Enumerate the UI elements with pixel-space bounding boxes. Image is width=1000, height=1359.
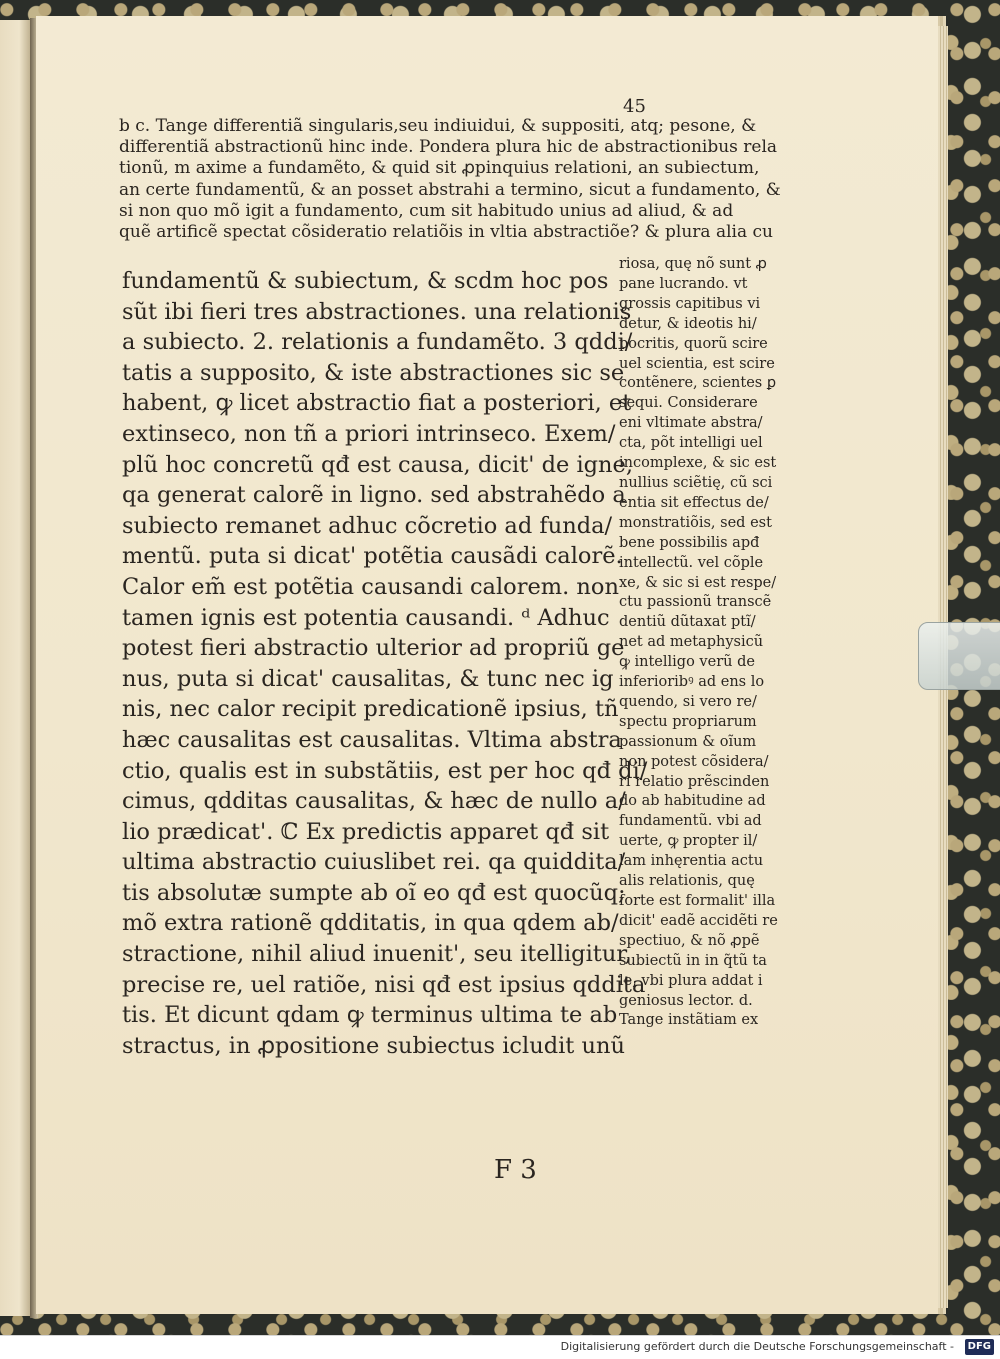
- header-line: b c. Tange differentiã singularis,seu indiuidui, & suppositi, atq; pesone, &: [119, 116, 757, 136]
- main-line: tatis a supposito, & iste abstractiones sic se: [122, 359, 625, 386]
- commentary-line: forte est formalit' illa: [619, 893, 776, 909]
- header-line: differentiã abstractionũ hinc inde. Pondera plura hic de abstractionibus rela: [119, 137, 778, 158]
- main-line: nis, nec calor recipit predicationẽ ipsius, tñ: [122, 696, 619, 723]
- main-line: plũ hoc concretũ qđ est causa, dicit' de igne,: [122, 451, 634, 478]
- commentary-line: riosa, quę nõ sunt ꝓ: [619, 256, 767, 272]
- main-line: ultima abstractio cuiuslibet rei. qa quiddita/: [122, 849, 626, 876]
- commentary-line: dicit' eadẽ accidẽti re: [619, 912, 778, 929]
- signature-mark: F 3: [494, 1155, 537, 1185]
- commentary-line: lam inhęrentia actu: [619, 853, 764, 870]
- commentary-line: ri relatio prẽscinden: [619, 773, 770, 790]
- page-clip: [918, 622, 1000, 690]
- header-line: an certe fundamentũ, & an posset abstrahi a termino, sicut a fundamento, &: [119, 179, 781, 200]
- header-line: quẽ artificẽ spectat cõsideratio relatiõis in vltia abstractiõe? & plura alia cu: [119, 222, 773, 243]
- commentary-line: grossis capitibus vi: [619, 295, 761, 312]
- commentary-line: intellectũ. vel cõple: [619, 554, 764, 571]
- commentary-line: do ab habitudine ad: [619, 793, 766, 810]
- commentary-line: ctu passionũ transcẽ: [619, 594, 772, 611]
- commentary-line: spectu propriarum: [619, 713, 757, 730]
- main-line: Calor em̃ est potẽtia causandi calorem. non: [122, 573, 619, 600]
- main-line: mentũ. puta si dicat' potẽtia causãdi calorẽ.: [122, 543, 623, 570]
- main-line: stractus, in ꝓpositione subiectus icludit unũ: [122, 1032, 625, 1059]
- commentary-line: bene possibilis apđ: [619, 534, 760, 551]
- commentary-line: Tange instãtiam ex: [619, 1012, 759, 1029]
- main-line: mõ extra rationẽ qdditatis, in qua qdem ab/: [122, 910, 619, 937]
- commentary-line: geniosus lector. d.: [619, 992, 753, 1009]
- commentary-line: uerte, ꝙ propter il/: [619, 833, 758, 850]
- header-line: tionũ, m axime a fundamẽto, & quid sit ꝓpinquius relationi, an subiectum,: [119, 158, 760, 179]
- main-line: tis absolutæ sumpte ab oĩ eo qđ est quocũq;: [122, 879, 626, 906]
- main-line: habent, ꝙ licet abstractio fiat a posteriori, et: [122, 390, 632, 417]
- commentary-line: sequi. Considerare: [619, 395, 758, 412]
- commentary-line: eni vltimate abstra/: [619, 415, 763, 432]
- commentary-line: passionum & oĩum: [619, 733, 757, 750]
- funding-credit: Digitalisierung gefördert durch die Deutsche Forschungsgemeinschaft -: [560, 1340, 954, 1353]
- commentary-line: monstratiõis, sed est: [619, 514, 772, 531]
- commentary-line: incomplexe, & sic est: [619, 455, 777, 472]
- commentary-line: subiectũ in in q̃tũ ta: [619, 952, 767, 969]
- main-line: precise re, uel ratiõe, nisi qđ est ipsius qddita: [122, 971, 646, 998]
- main-line: potest fieri abstractio ulterior ad propriũ ge: [122, 635, 625, 662]
- main-line: hæc causalitas est causalitas. Vltima abstra: [122, 726, 622, 753]
- header-paragraph: [119, 116, 819, 243]
- commentary-line: quendo, si vero re/: [619, 693, 757, 710]
- header-line: si non quo mõ igit a fundamento, cum sit habitudo unius ad aliud, & ad: [119, 200, 734, 221]
- main-text-column: [122, 266, 648, 1061]
- main-line: a subiecto. 2. relationis a fundamẽto. 3 qddi/: [122, 329, 633, 356]
- facing-page-edge: [0, 20, 32, 1316]
- main-line: tamen ignis est potentia causandi. ᵈ Adhuc: [122, 604, 610, 631]
- main-line: tis. Et dicunt qdam ꝙ terminus ultima te ab: [122, 1002, 618, 1029]
- commentary-line: ꝙ intelligo verũ de: [619, 654, 755, 671]
- commentary-line: dentiũ dũtaxat ptĩ/: [619, 614, 756, 631]
- commentary-line: net ad metaphysicũ: [619, 634, 764, 651]
- commentary-line: entia sit effectus de/: [619, 494, 769, 511]
- commentary-line: contẽnere, scientes ꝑ: [619, 375, 777, 392]
- commentary-line: uel scientia, est scire: [619, 355, 775, 372]
- main-line: nus, puta si dicat' causalitas, & tunc nec ig: [122, 665, 614, 692]
- main-line: fundamentũ & subiectum, & scdm hoc pos: [122, 268, 609, 294]
- commentary-line: cta, põt intelligi uel: [619, 435, 763, 452]
- main-line: ctio, qualis est in substãtiis, est per hoc qđ di/: [122, 757, 648, 784]
- commentary-line: fundamentũ. vbi ad: [619, 813, 762, 830]
- commentary-line: xe, & sic si est respe/: [619, 574, 777, 591]
- main-line: qa generat calorẽ in ligno. sed abstrahẽdo a: [122, 482, 626, 509]
- dfg-logo: DFG: [965, 1339, 994, 1355]
- main-line: stractione, nihil aliud inuenit', seu itelligitur,: [122, 941, 632, 968]
- main-line: sũt ibi fieri tres abstractiones. una relationis: [122, 298, 632, 325]
- commentary-line: le, vbi plura addat i: [619, 972, 763, 989]
- commentary-line: inferioribꝰ ad ens lo: [619, 674, 765, 691]
- commentary-line: nullius sciẽtię, cũ sci: [619, 474, 773, 491]
- commentary-line: pane lucrando. vt: [619, 275, 748, 292]
- commentary-line: pocritis, quorũ scire: [619, 335, 768, 352]
- page-number: 45: [623, 96, 646, 117]
- commentary-line: non potest cõsidera/: [619, 753, 769, 770]
- footer-bar: [0, 1335, 1000, 1359]
- main-line: cimus, qdditas causalitas, & hæc de nullo a/: [122, 788, 626, 815]
- main-line: subiecto remanet adhuc cõcretio ad funda/: [122, 512, 613, 539]
- commentary-column: [619, 255, 819, 1031]
- commentary-line: spectiuo, & nõ ꝓpẽ: [619, 932, 760, 949]
- main-line: lio prædicat'. ℂ Ex predictis apparet qđ sit: [122, 818, 610, 845]
- main-line: extinseco, non tñ a priori intrinseco. Exem/: [122, 420, 616, 447]
- commentary-line: detur, & ideotis hi/: [619, 315, 757, 332]
- commentary-line: alis relationis, quę: [619, 873, 755, 890]
